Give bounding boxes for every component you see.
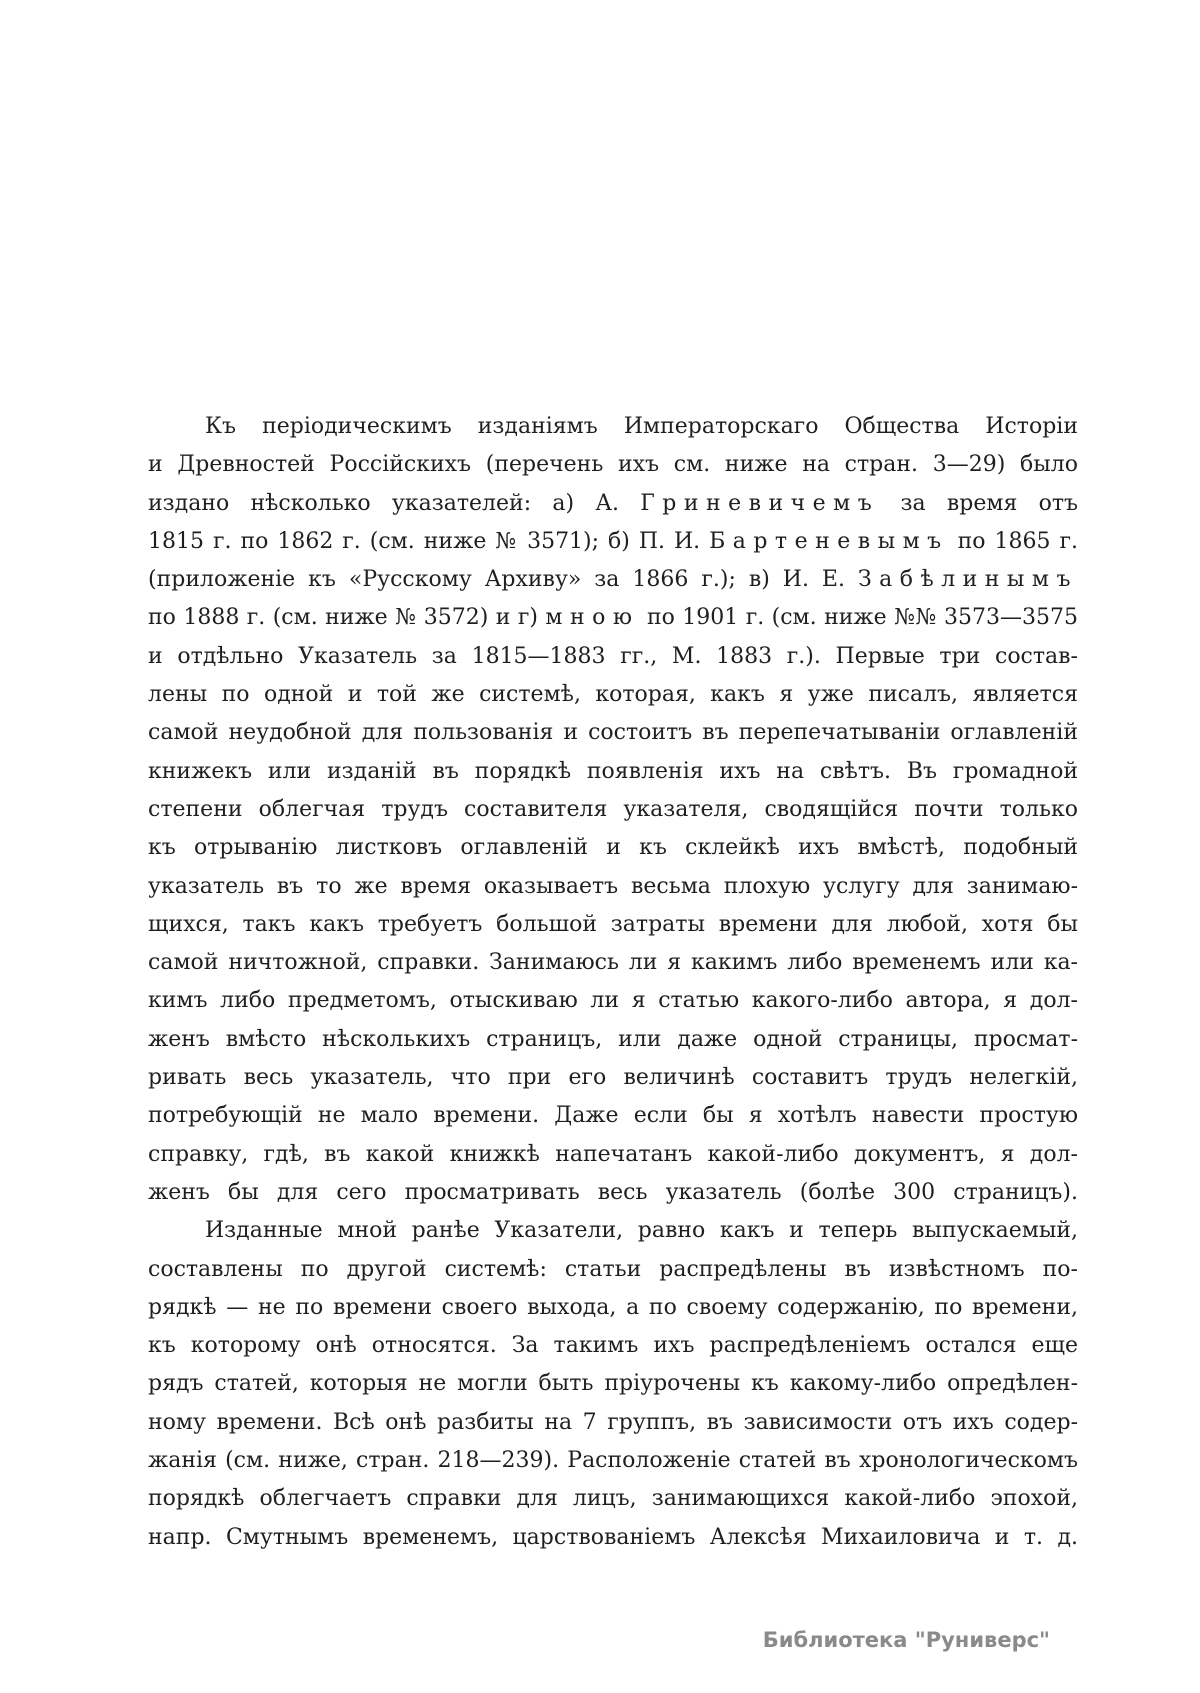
- text-segment: женъ вмѣсто нѣсколькихъ страницъ, или даже одной страницы, просмат-: [148, 1026, 1078, 1052]
- text-segment: жанія (см. ниже, стран. 218—239). Расположеніе статей въ хронологическомъ: [148, 1448, 1078, 1474]
- text-segment: 1815 г. по 1862 г. (см. ниже № 3571); б) П. И.: [148, 528, 710, 554]
- text-segment: по 1901 г. (см. ниже №№ 3573—3575: [639, 605, 1078, 631]
- text-segment: ривать весь указатель, что при его величинѣ составитъ трудъ нелегкій,: [148, 1065, 1078, 1091]
- letterspaced-name: Гриневичемъ: [640, 490, 880, 516]
- text-line: [148, 1404, 1078, 1442]
- text-segment: издано нѣсколько указателей: а) А.: [148, 490, 641, 516]
- text-segment: самой неудобной для пользованія и состоитъ въ перепечатываніи оглавленій: [148, 720, 1078, 746]
- text-segment: кимъ либо предметомъ, отыскиваю ли я статью какого-либо автора, я дол-: [148, 988, 1078, 1014]
- text-line: [148, 868, 1078, 906]
- text-line: [148, 446, 1078, 484]
- text-line: [148, 829, 1078, 867]
- text-segment: книжекъ или изданій въ порядкѣ появленія ихъ на свѣтъ. Въ громадной: [148, 758, 1078, 784]
- text-line: [205, 408, 1078, 446]
- text-segment: по 1888 г. (см. ниже № 3572) и г): [148, 605, 546, 631]
- text-segment: къ отрыванію листковъ оглавленій и къ склейкѣ ихъ вмѣстѣ, подобный: [148, 835, 1078, 861]
- paragraph: [148, 1212, 1078, 1557]
- text-segment: справку, гдѣ, въ какой книжкѣ напечатанъ какой-либо документъ, я дол-: [148, 1141, 1078, 1167]
- text-segment: рядъ статей, которыя не могли быть пріурочены къ какому-либо опредѣлен-: [148, 1371, 1078, 1397]
- text-line: [148, 753, 1078, 791]
- text-line: [148, 791, 1078, 829]
- text-line: [148, 1365, 1078, 1403]
- text-line: [148, 561, 1078, 599]
- text-segment: степени облегчая трудъ составителя указателя, сводящійся почти только: [148, 796, 1078, 822]
- text-segment: за время отъ: [879, 490, 1078, 516]
- text-segment: ному времени. Всѣ онѣ разбиты на 7 группъ, въ зависимости отъ ихъ содер-: [148, 1409, 1078, 1435]
- text-line: [148, 1097, 1078, 1135]
- text-line: [148, 485, 1078, 523]
- text-line: [148, 1289, 1078, 1327]
- text-segment: рядкѣ — не по времени своего выхода, а по своему содержанію, по времени,: [148, 1294, 1078, 1320]
- text-segment: Изданные мной ранѣе Указатели, равно какъ и теперь выпускаемый,: [205, 1218, 1078, 1244]
- text-line: [148, 1136, 1078, 1174]
- text-line: [148, 1059, 1078, 1097]
- letterspaced-name: мною: [545, 605, 640, 631]
- text-segment: указатель въ то же время оказываетъ весьма плохую услугу для занимаю-: [148, 873, 1078, 899]
- text-segment: порядкѣ облегчаетъ справки для лицъ, занимающихся какой-либо эпохой,: [148, 1486, 1078, 1512]
- text-line: [148, 1251, 1078, 1289]
- text-line: [148, 906, 1078, 944]
- text-line: [148, 599, 1078, 637]
- text-segment: (приложеніе къ «Русскому Архиву» за 1866 г.); в) И. Е.: [148, 567, 858, 593]
- text-segment: и Древностей Россійскихъ (перечень ихъ см. ниже на стран. 3—29) было: [148, 452, 1078, 478]
- text-segment: и отдѣльно Указатель за 1815—1883 гг., М. 1883 г.). Первые три состав-: [148, 643, 1078, 669]
- text-line: [148, 638, 1078, 676]
- text-line: [148, 1174, 1078, 1212]
- text-line: [148, 1480, 1078, 1518]
- text-line: [148, 1021, 1078, 1059]
- letterspaced-name: Забѣлинымъ: [857, 567, 1078, 593]
- text-line: [148, 714, 1078, 752]
- text-line: [148, 1519, 1078, 1557]
- text-segment: щихся, такъ какъ требуетъ большой затраты времени для любой, хотя бы: [148, 911, 1078, 937]
- paragraph: [148, 408, 1078, 1212]
- text-segment: къ которому онѣ относятся. За такимъ ихъ распредѣленіемъ остался еще: [148, 1333, 1078, 1359]
- text-line: [148, 523, 1078, 561]
- page-text: [148, 408, 1078, 1557]
- text-line: [148, 1442, 1078, 1480]
- text-segment: напр. Смутнымъ временемъ, царствованіемъ Алексѣя Михаиловича и т. д.: [148, 1524, 1078, 1550]
- text-line: [148, 982, 1078, 1020]
- letterspaced-name: Бартеневымъ: [709, 528, 949, 554]
- runiverse-library-watermark: Библиотека "Руниверс": [762, 1628, 1050, 1652]
- text-segment: Къ періодическимъ изданіямъ Императорскаго Общества Исторіи: [205, 414, 1078, 439]
- text-segment: потребующій не мало времени. Даже если бы я хотѣлъ навести простую: [148, 1103, 1078, 1129]
- text-segment: женъ бы для сего просматривать весь указатель (болѣе 300 страницъ).: [148, 1179, 1078, 1205]
- text-line: [148, 1327, 1078, 1365]
- text-segment: составлены по другой системѣ: статьи распредѣлены въ извѣстномъ по-: [148, 1256, 1078, 1282]
- text-segment: по 1865 г.: [948, 528, 1078, 554]
- text-line: [148, 944, 1078, 982]
- text-line: [205, 1212, 1078, 1250]
- text-segment: лены по одной и той же системѣ, которая, какъ я уже писалъ, является: [148, 682, 1078, 708]
- text-line: [148, 676, 1078, 714]
- text-segment: самой ничтожной, справки. Занимаюсь ли я какимъ либо временемъ или ка-: [148, 950, 1078, 976]
